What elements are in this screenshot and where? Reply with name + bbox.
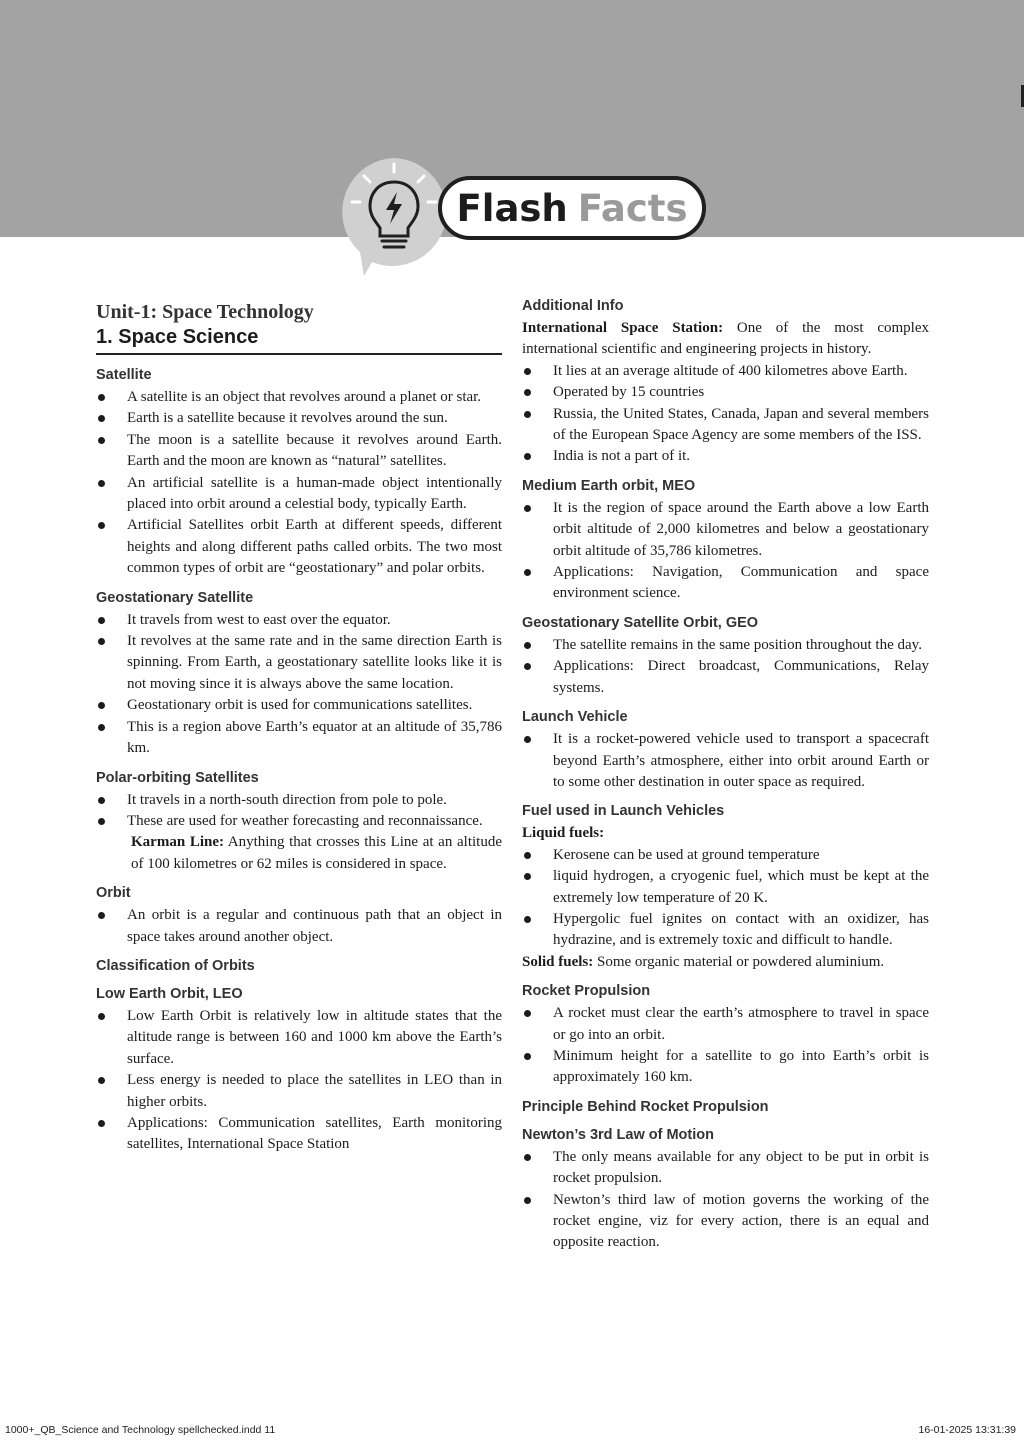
list-item: Applications: Navigation, Communication and space environment science.	[522, 562, 929, 605]
left-column	[96, 296, 502, 1156]
list-item: liquid hydrogen, a cryogenic fuel, which must be kept at the extremely low temperature of 20 K.	[522, 866, 929, 909]
list-item: Operated by 15 countries	[522, 382, 929, 403]
fuel-heading: Fuel used in Launch Vehicles	[522, 803, 725, 820]
list-item: It lies at an average altitude of 400 kilometres above Earth.	[522, 361, 929, 382]
section-divider	[96, 353, 502, 355]
footer-timestamp: 16-01-2025 13:31:39	[918, 1424, 1016, 1436]
newton-list	[522, 1147, 929, 1254]
list-item: An orbit is a regular and continuous path that an object in space takes around another object.	[96, 905, 502, 948]
list-item: Less energy is needed to place the satellites in LEO than in higher orbits.	[96, 1070, 502, 1113]
list-item: Geostationary orbit is used for communications satellites.	[96, 695, 502, 716]
geo-orbit-list	[522, 635, 929, 699]
list-item: It travels in a north-south direction from pole to pole.	[96, 790, 502, 811]
list-item: Low Earth Orbit is relatively low in altitude states that the altitude range is between 160 and 1000 km above the Earth’s surface.	[96, 1006, 502, 1070]
list-item: These are used for weather forecasting and reconnaissance.	[96, 811, 502, 832]
liquid-fuel-list	[522, 845, 929, 952]
list-item: Kerosene can be used at ground temperature	[522, 845, 929, 866]
meo-heading: Medium Earth orbit, MEO	[522, 477, 696, 494]
leo-heading: Low Earth Orbit, LEO	[96, 985, 243, 1002]
list-item: Hypergolic fuel ignites on contact with an oxidizer, has hydrazine, and is extremely toxic and difficult to handle.	[522, 909, 929, 952]
meo-list	[522, 498, 929, 605]
list-item: A rocket must clear the earth’s atmosphere to travel in space or go into an orbit.	[522, 1003, 929, 1046]
title-word-flash: Flash	[456, 186, 568, 230]
geostationary-list	[96, 610, 502, 760]
list-item: A satellite is an object that revolves around a planet or star.	[96, 387, 502, 408]
karman-text: Anything that crosses this Line at an altitude of 100 kilometres or 62 miles is considered in space.	[131, 834, 502, 872]
flash-facts-title	[438, 176, 706, 240]
iss-text: One of the most complex international scientific and engineering projects in history.	[522, 320, 929, 358]
section-title: 1. Space Science	[96, 326, 259, 348]
title-word-facts: Facts	[577, 186, 688, 230]
unit-title: Unit-1: Space Technology	[96, 301, 314, 323]
list-item: An artificial satellite is a human-made object intentionally placed into orbit around a celestial body, typically Earth.	[96, 473, 502, 516]
geo-orbit-heading: Geostationary Satellite Orbit, GEO	[522, 614, 759, 631]
iss-intro	[522, 318, 929, 361]
solid-label: Solid fuels:	[522, 953, 594, 970]
list-item: Applications: Direct broadcast, Communications, Relay systems.	[522, 656, 929, 699]
rocket-propulsion-heading: Rocket Propulsion	[522, 983, 651, 1000]
list-item: This is a region above Earth’s equator at an altitude of 35,786 km.	[96, 717, 502, 760]
list-item: It revolves at the same rate and in the same direction Earth is spinning. From Earth, a geostationary satellite looks like it is not moving since it is always above the same location.	[96, 631, 502, 695]
list-item: Earth is a satellite because it revolves around the sun.	[96, 408, 502, 429]
leo-list	[96, 1006, 502, 1156]
liquid-fuels-label	[522, 823, 929, 844]
iss-label: International Space Station:	[522, 320, 724, 336]
satellite-list	[96, 387, 502, 580]
list-item: It is the region of space around the Earth above a low Earth orbit altitude of 2,000 kilometres and below a geostationary orbit altitude of 35,786 kilometres.	[522, 498, 929, 562]
list-item: The moon is a satellite because it revolves around Earth. Earth and the moon are known as “natural” satellites.	[96, 430, 502, 473]
karman-line-note	[96, 832, 502, 875]
iss-list	[522, 361, 929, 468]
propulsion-list	[522, 1003, 929, 1089]
solid-text: Some organic material or powdered aluminium.	[593, 953, 885, 970]
liquid-label: Liquid fuels:	[522, 825, 605, 842]
list-item: The satellite remains in the same position throughout the day.	[522, 635, 929, 656]
right-column	[522, 296, 929, 1254]
list-item: It travels from west to east over the equator.	[96, 610, 502, 631]
newton-law-heading: Newton’s 3rd Law of Motion	[522, 1126, 714, 1143]
karman-label: Karman Line:	[131, 834, 224, 851]
list-item: Artificial Satellites orbit Earth at different speeds, different heights and along different paths called orbits. The two most common types of orbit are “geostationary” and polar orbits.	[96, 515, 502, 579]
list-item: Newton’s third law of motion governs the working of the rocket engine, viz for every action, there is an equal and opposite reaction.	[522, 1190, 929, 1254]
polar-satellites-heading: Polar-orbiting Satellites	[96, 769, 259, 786]
list-item: Applications: Communication satellites, Earth monitoring satellites, International Space Station	[96, 1113, 502, 1156]
launch-list	[522, 729, 929, 793]
polar-list	[96, 790, 502, 833]
list-item: It is a rocket-powered vehicle used to transport a spacecraft beyond Earth’s atmosphere, either into orbit around Earth or to some other destination in outer space as required.	[522, 729, 929, 793]
classification-heading: Classification of Orbits	[96, 957, 255, 974]
solid-fuels	[522, 952, 929, 973]
list-item: Minimum height for a satellite to go into Earth’s orbit is approximately 160 km.	[522, 1046, 929, 1089]
lightbulb-icon	[334, 152, 454, 277]
principle-heading: Principle Behind Rocket Propulsion	[522, 1098, 769, 1115]
orbit-list	[96, 905, 502, 948]
footer-filename: 1000+_QB_Science and Technology spellchecked.indd 11	[5, 1424, 276, 1436]
orbit-heading: Orbit	[96, 885, 131, 902]
launch-vehicle-heading: Launch Vehicle	[522, 709, 628, 726]
list-item: Russia, the United States, Canada, Japan and several members of the European Space Agency are some members of the ISS.	[522, 404, 929, 447]
additional-info-heading: Additional Info	[522, 298, 624, 314]
satellite-heading: Satellite	[96, 367, 152, 383]
geostationary-satellite-heading: Geostationary Satellite	[96, 589, 254, 606]
list-item: The only means available for any object to be put in orbit is rocket propulsion.	[522, 1147, 929, 1190]
list-item: India is not a part of it.	[522, 446, 929, 467]
